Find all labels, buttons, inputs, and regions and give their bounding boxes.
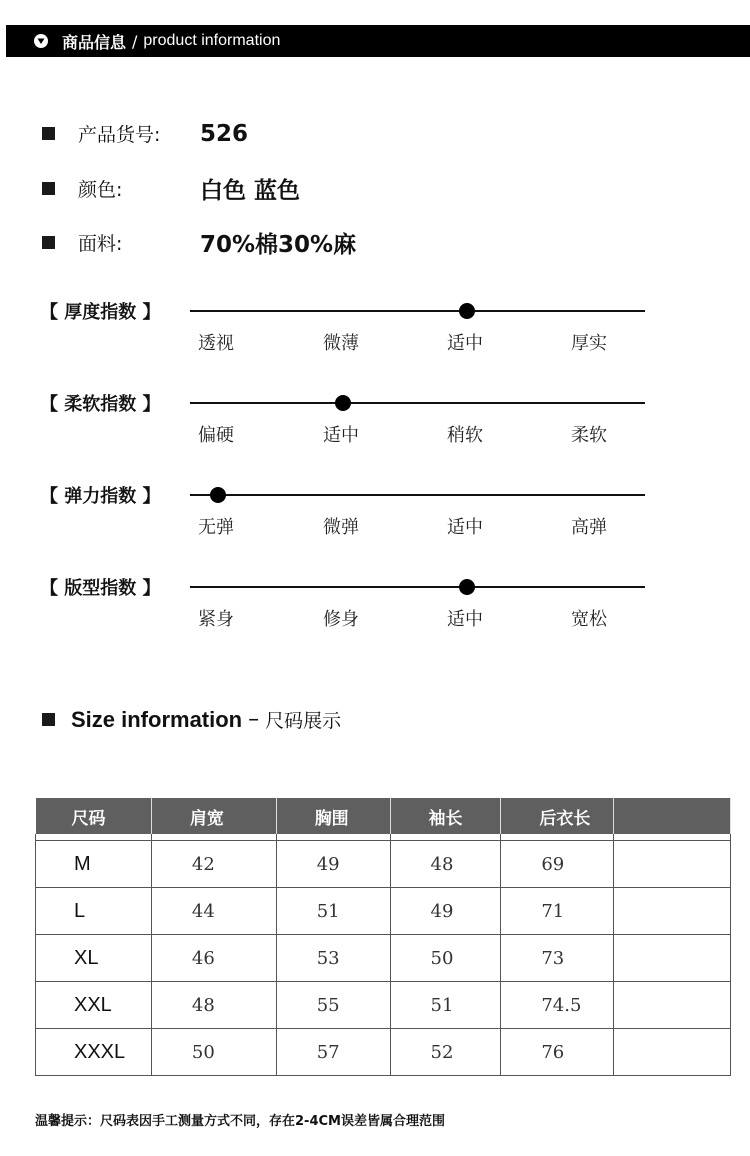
size-table	[35, 798, 731, 1076]
column-header: 后衣长	[501, 798, 614, 834]
info-row-item-number	[42, 120, 248, 147]
info-row-color	[42, 172, 300, 205]
column-header	[614, 798, 731, 834]
table-cell	[614, 1029, 731, 1076]
scale-title: 【 厚度指数 】	[40, 302, 161, 323]
table-cell: 48	[390, 841, 501, 888]
size-title-en: Size information	[71, 706, 243, 732]
table-row	[36, 888, 731, 935]
table-cell: 49	[276, 841, 390, 888]
column-header: 肩宽	[151, 798, 276, 834]
scale-line	[190, 310, 645, 312]
section-header	[6, 25, 750, 57]
scale-option: 高弹	[571, 517, 607, 538]
table-row	[36, 841, 731, 888]
scale-title: 【 版型指数 】	[40, 578, 161, 599]
size-title-cn: 尺码展示	[265, 710, 342, 732]
size-title-dash: –	[248, 707, 260, 732]
table-cell: 52	[390, 1029, 501, 1076]
scale-indicator	[459, 579, 475, 595]
info-row-fabric	[42, 226, 356, 259]
column-header: 尺码	[36, 798, 152, 834]
size-cell: M	[36, 841, 152, 888]
table-cell	[614, 888, 731, 935]
scale-option: 适中	[447, 609, 483, 630]
scale-option: 透视	[198, 333, 234, 354]
info-value: 526	[200, 120, 249, 147]
info-label: 产品货号:	[78, 124, 161, 146]
square-bullet-icon	[42, 182, 55, 195]
table-cell: 51	[276, 888, 390, 935]
table-cell: 73	[501, 935, 614, 982]
info-value: 白色 蓝色	[200, 178, 301, 204]
table-cell	[614, 841, 731, 888]
square-bullet-icon	[42, 236, 55, 249]
size-cell: L	[36, 888, 152, 935]
scale-title: 【 柔软指数 】	[40, 394, 161, 415]
scale-option: 紧身	[198, 609, 234, 630]
scale-title: 【 弹力指数 】	[40, 486, 161, 507]
scale-fit	[40, 574, 660, 644]
table-cell: 55	[276, 982, 390, 1029]
info-value: 70%棉30%麻	[200, 232, 357, 258]
scale-option: 稍软	[447, 425, 483, 446]
table-cell: 53	[276, 935, 390, 982]
scale-option: 修身	[323, 609, 359, 630]
table-cell: 76	[501, 1029, 614, 1076]
info-label: 面料:	[78, 233, 123, 255]
header-separator: /	[132, 31, 138, 51]
scale-option: 宽松	[571, 609, 607, 630]
size-cell: XXXL	[36, 1029, 152, 1076]
info-label: 颜色:	[78, 179, 123, 201]
table-cell	[614, 982, 731, 1029]
scale-option: 微弹	[323, 517, 359, 538]
down-triangle-icon	[34, 34, 48, 48]
scale-option: 无弹	[198, 517, 234, 538]
table-cell: 51	[390, 982, 501, 1029]
table-cell: 74.5	[501, 982, 614, 1029]
size-note: 温馨提示：尺码表因手工测量方式不同，存在2-4CM误差皆属合理范围	[35, 1114, 445, 1129]
scale-softness	[40, 390, 660, 460]
table-row	[36, 982, 731, 1029]
table-cell: 49	[390, 888, 501, 935]
table-header-row	[36, 798, 731, 834]
column-header: 胸围	[276, 798, 390, 834]
scale-indicator	[335, 395, 351, 411]
size-cell: XL	[36, 935, 152, 982]
scale-option: 微薄	[323, 333, 359, 354]
scale-option: 偏硬	[198, 425, 234, 446]
table-cell: 69	[501, 841, 614, 888]
scale-option: 适中	[447, 333, 483, 354]
scale-option: 柔软	[571, 425, 607, 446]
size-cell: XXL	[36, 982, 152, 1029]
scale-elasticity	[40, 482, 660, 552]
table-cell: 71	[501, 888, 614, 935]
square-bullet-icon	[42, 127, 55, 140]
scale-indicator	[210, 487, 226, 503]
square-bullet-icon	[42, 713, 55, 726]
scale-thickness	[40, 298, 660, 368]
table-cell: 44	[151, 888, 276, 935]
size-section-heading	[42, 706, 341, 733]
header-title-en: product information	[143, 32, 281, 49]
table-row	[36, 935, 731, 982]
scale-option: 适中	[323, 425, 359, 446]
table-cell: 50	[390, 935, 501, 982]
scale-option: 适中	[447, 517, 483, 538]
table-cell: 48	[151, 982, 276, 1029]
table-cell	[614, 935, 731, 982]
table-row	[36, 1029, 731, 1076]
scale-line	[190, 586, 645, 588]
scale-line	[190, 494, 645, 496]
scale-option: 厚实	[571, 333, 607, 354]
table-cell: 57	[276, 1029, 390, 1076]
column-header: 袖长	[390, 798, 501, 834]
header-title-cn: 商品信息	[62, 32, 127, 52]
table-cell: 50	[151, 1029, 276, 1076]
table-cell: 42	[151, 841, 276, 888]
scale-indicator	[459, 303, 475, 319]
table-cell: 46	[151, 935, 276, 982]
scale-line	[190, 402, 645, 404]
